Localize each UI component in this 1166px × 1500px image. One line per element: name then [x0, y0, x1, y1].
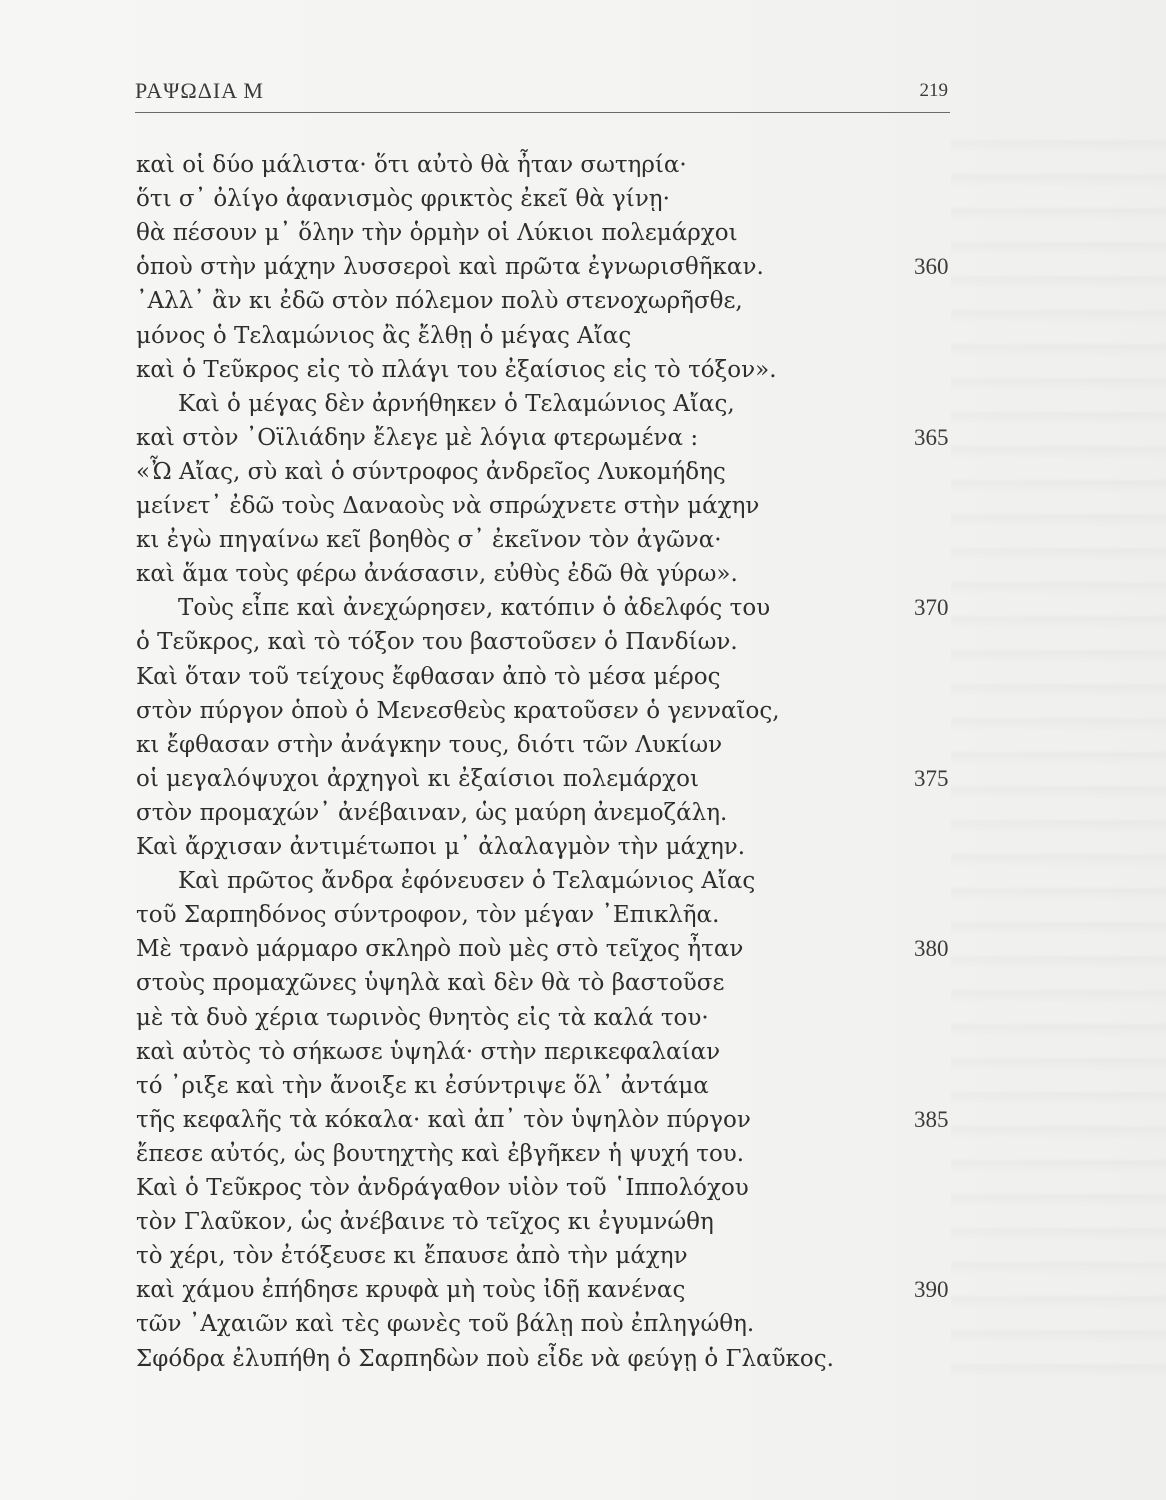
verse-line: ᾽Αλλ᾽ ἂν κι ἐδῶ στὸν πόλεμον πολὺ στενοχωρῆσθε, — [136, 288, 743, 314]
line-number: 365 — [914, 425, 949, 450]
verse-line: τοῦ Σαρπηδόνος σύντροφον, τὸν μέγαν ᾽Επικλῆα. — [136, 902, 720, 928]
verse-line: στοὺς προμαχῶνες ὑψηλὰ καὶ δὲν θὰ τὸ βαστοῦσε — [136, 970, 725, 996]
verse-line: καὶ αὐτὸς τὸ σήκωσε ὑψηλά· στὴν περικεφαλαίαν — [136, 1039, 721, 1065]
verse-line: Καὶ ἄρχισαν ἀντιμέτωποι μ᾽ ἀλαλαγμὸν τὴν μάχην. — [136, 834, 746, 860]
verse-line: τῶν ᾽Αχαιῶν καὶ τὲς φωνὲς τοῦ βάλῃ ποὺ ἐπληγώθη. — [136, 1311, 755, 1337]
verse-line: ὅτι σ᾽ ὀλίγο ἀφανισμὸς φρικτὸς ἐκεῖ θὰ γίνῃ· — [136, 186, 670, 212]
chapter-title: ΡΑΨΩΔΙΑ Μ — [135, 78, 264, 103]
verse-line: ὁ Τεῦκρος, καὶ τὸ τόξον του βαστοῦσεν ὁ Πανδίων. — [136, 629, 738, 655]
verse-line: κι ἐγὼ πηγαίνω κεῖ βοηθὸς σ᾽ ἐκεῖνον τὸν ἀγῶνα· — [136, 527, 722, 553]
verse-line: Καὶ ὁ μέγας δὲν ἀρνήθηκεν ὁ Τελαμώνιος Αἴας, — [178, 391, 735, 417]
verse-line: μὲ τὰ δυὸ χέρια τωρινὸς θνητὸς εἰς τὰ καλά του· — [136, 1005, 709, 1031]
verse-line: στὸν πύργον ὁποὺ ὁ Μενεσθεὺς κρατοῦσεν ὁ γενναῖος, — [136, 698, 780, 724]
line-number: 370 — [914, 595, 949, 620]
verse-line: μείνετ᾽ ἐδῶ τοὺς Δαναοὺς νὰ σπρώχνετε στὴν μάχην — [136, 493, 760, 519]
verse-line: οἱ μεγαλόψυχοι ἀρχηγοὶ κι ἐξαίσιοι πολεμάρχοι — [136, 766, 699, 792]
line-number: 375 — [914, 766, 949, 791]
verse-line: στὸν προμαχών᾽ ἀνέβαιναν, ὡς μαύρη ἀνεμοζάλη. — [136, 800, 728, 826]
verse-line: τό ᾽ριξε καὶ τὴν ἄνοιξε κι ἐσύντριψε ὅλ᾽ ἀντάμα — [136, 1073, 709, 1099]
verse-line: κι ἔφθασαν στὴν ἀνάγκην τους, διότι τῶν Λυκίων — [136, 732, 723, 758]
line-number: 385 — [914, 1107, 949, 1132]
verse-line: τὸν Γλαῦκον, ὡς ἀνέβαινε τὸ τεῖχος κι ἐγυμνώθη — [136, 1209, 714, 1235]
verse-line: καὶ οἱ δύο μάλιστα· ὅτι αὐτὸ θὰ ἦταν σωτηρία· — [136, 152, 687, 178]
line-number: 380 — [914, 936, 949, 961]
page-number: 219 — [919, 80, 948, 101]
verse-line: μόνος ὁ Τελαμώνιος ἂς ἔλθῃ ὁ μέγας Αἴας — [136, 323, 632, 349]
verse-line: καὶ ἅμα τοὺς φέρω ἀνάσασιν, εὐθὺς ἐδῶ θὰ γύρω». — [136, 561, 738, 587]
verse-line: Καὶ πρῶτος ἄνδρα ἐφόνευσεν ὁ Τελαμώνιος Αἴας — [178, 868, 756, 894]
verse-line: Μὲ τρανὸ μάρμαρο σκληρὸ ποὺ μὲς στὸ τεῖχος ἦταν — [136, 936, 744, 962]
verse-line: τῆς κεφαλῆς τὰ κόκαλα· καὶ ἀπ᾽ τὸν ὑψηλὸν πύργον — [136, 1107, 751, 1133]
verse-line: ἔπεσε αὐτός, ὡς βουτηχτὴς καὶ ἐβγῆκεν ἡ ψυχή του. — [136, 1141, 745, 1167]
verse-line: Καὶ ὅταν τοῦ τείχους ἔφθασαν ἀπὸ τὸ μέσα μέρος — [136, 664, 721, 690]
verse-line: ὁποὺ στὴν μάχην λυσσεροὶ καὶ πρῶτα ἐγνωρισθῆκαν. — [136, 254, 764, 280]
verse-line: «Ὦ Αἴας, σὺ καὶ ὁ σύντροφος ἀνδρεῖος Λυκομήδης — [136, 459, 726, 485]
verse-line: τὸ χέρι, τὸν ἐτόξευσε κι ἔπαυσε ἀπὸ τὴν μάχην — [136, 1243, 688, 1269]
verse-line: καὶ ὁ Τεῦκρος εἰς τὸ πλάγι του ἐξαίσιος εἰς τὸ τόξον». — [136, 357, 777, 383]
verse-line: καὶ χάμου ἐπήδησε κρυφὰ μὴ τοὺς ἰδῇ κανένας — [136, 1277, 686, 1303]
verse-line: Καὶ ὁ Τεῦκρος τὸν ἀνδράγαθον υἱὸν τοῦ ῾Ιππολόχου — [136, 1175, 749, 1201]
verse-line: καὶ στὸν ᾽Οϊλιάδην ἔλεγε μὲ λόγια φτερωμένα : — [136, 425, 699, 451]
line-number: 390 — [914, 1277, 949, 1302]
verse-line: Σφόδρα ἐλυπήθη ὁ Σαρπηδὼν ποὺ εἶδε νὰ φεύγῃ ὁ Γλαῦκος. — [136, 1346, 834, 1372]
verse-line: Τοὺς εἶπε καὶ ἀνεχώρησεν, κατόπιν ὁ ἀδελφός του — [178, 595, 771, 621]
line-number: 360 — [914, 254, 949, 279]
verse-line: θὰ πέσουν μ᾽ ὅλην τὴν ὁρμὴν οἱ Λύκιοι πολεμάρχοι — [136, 220, 738, 246]
